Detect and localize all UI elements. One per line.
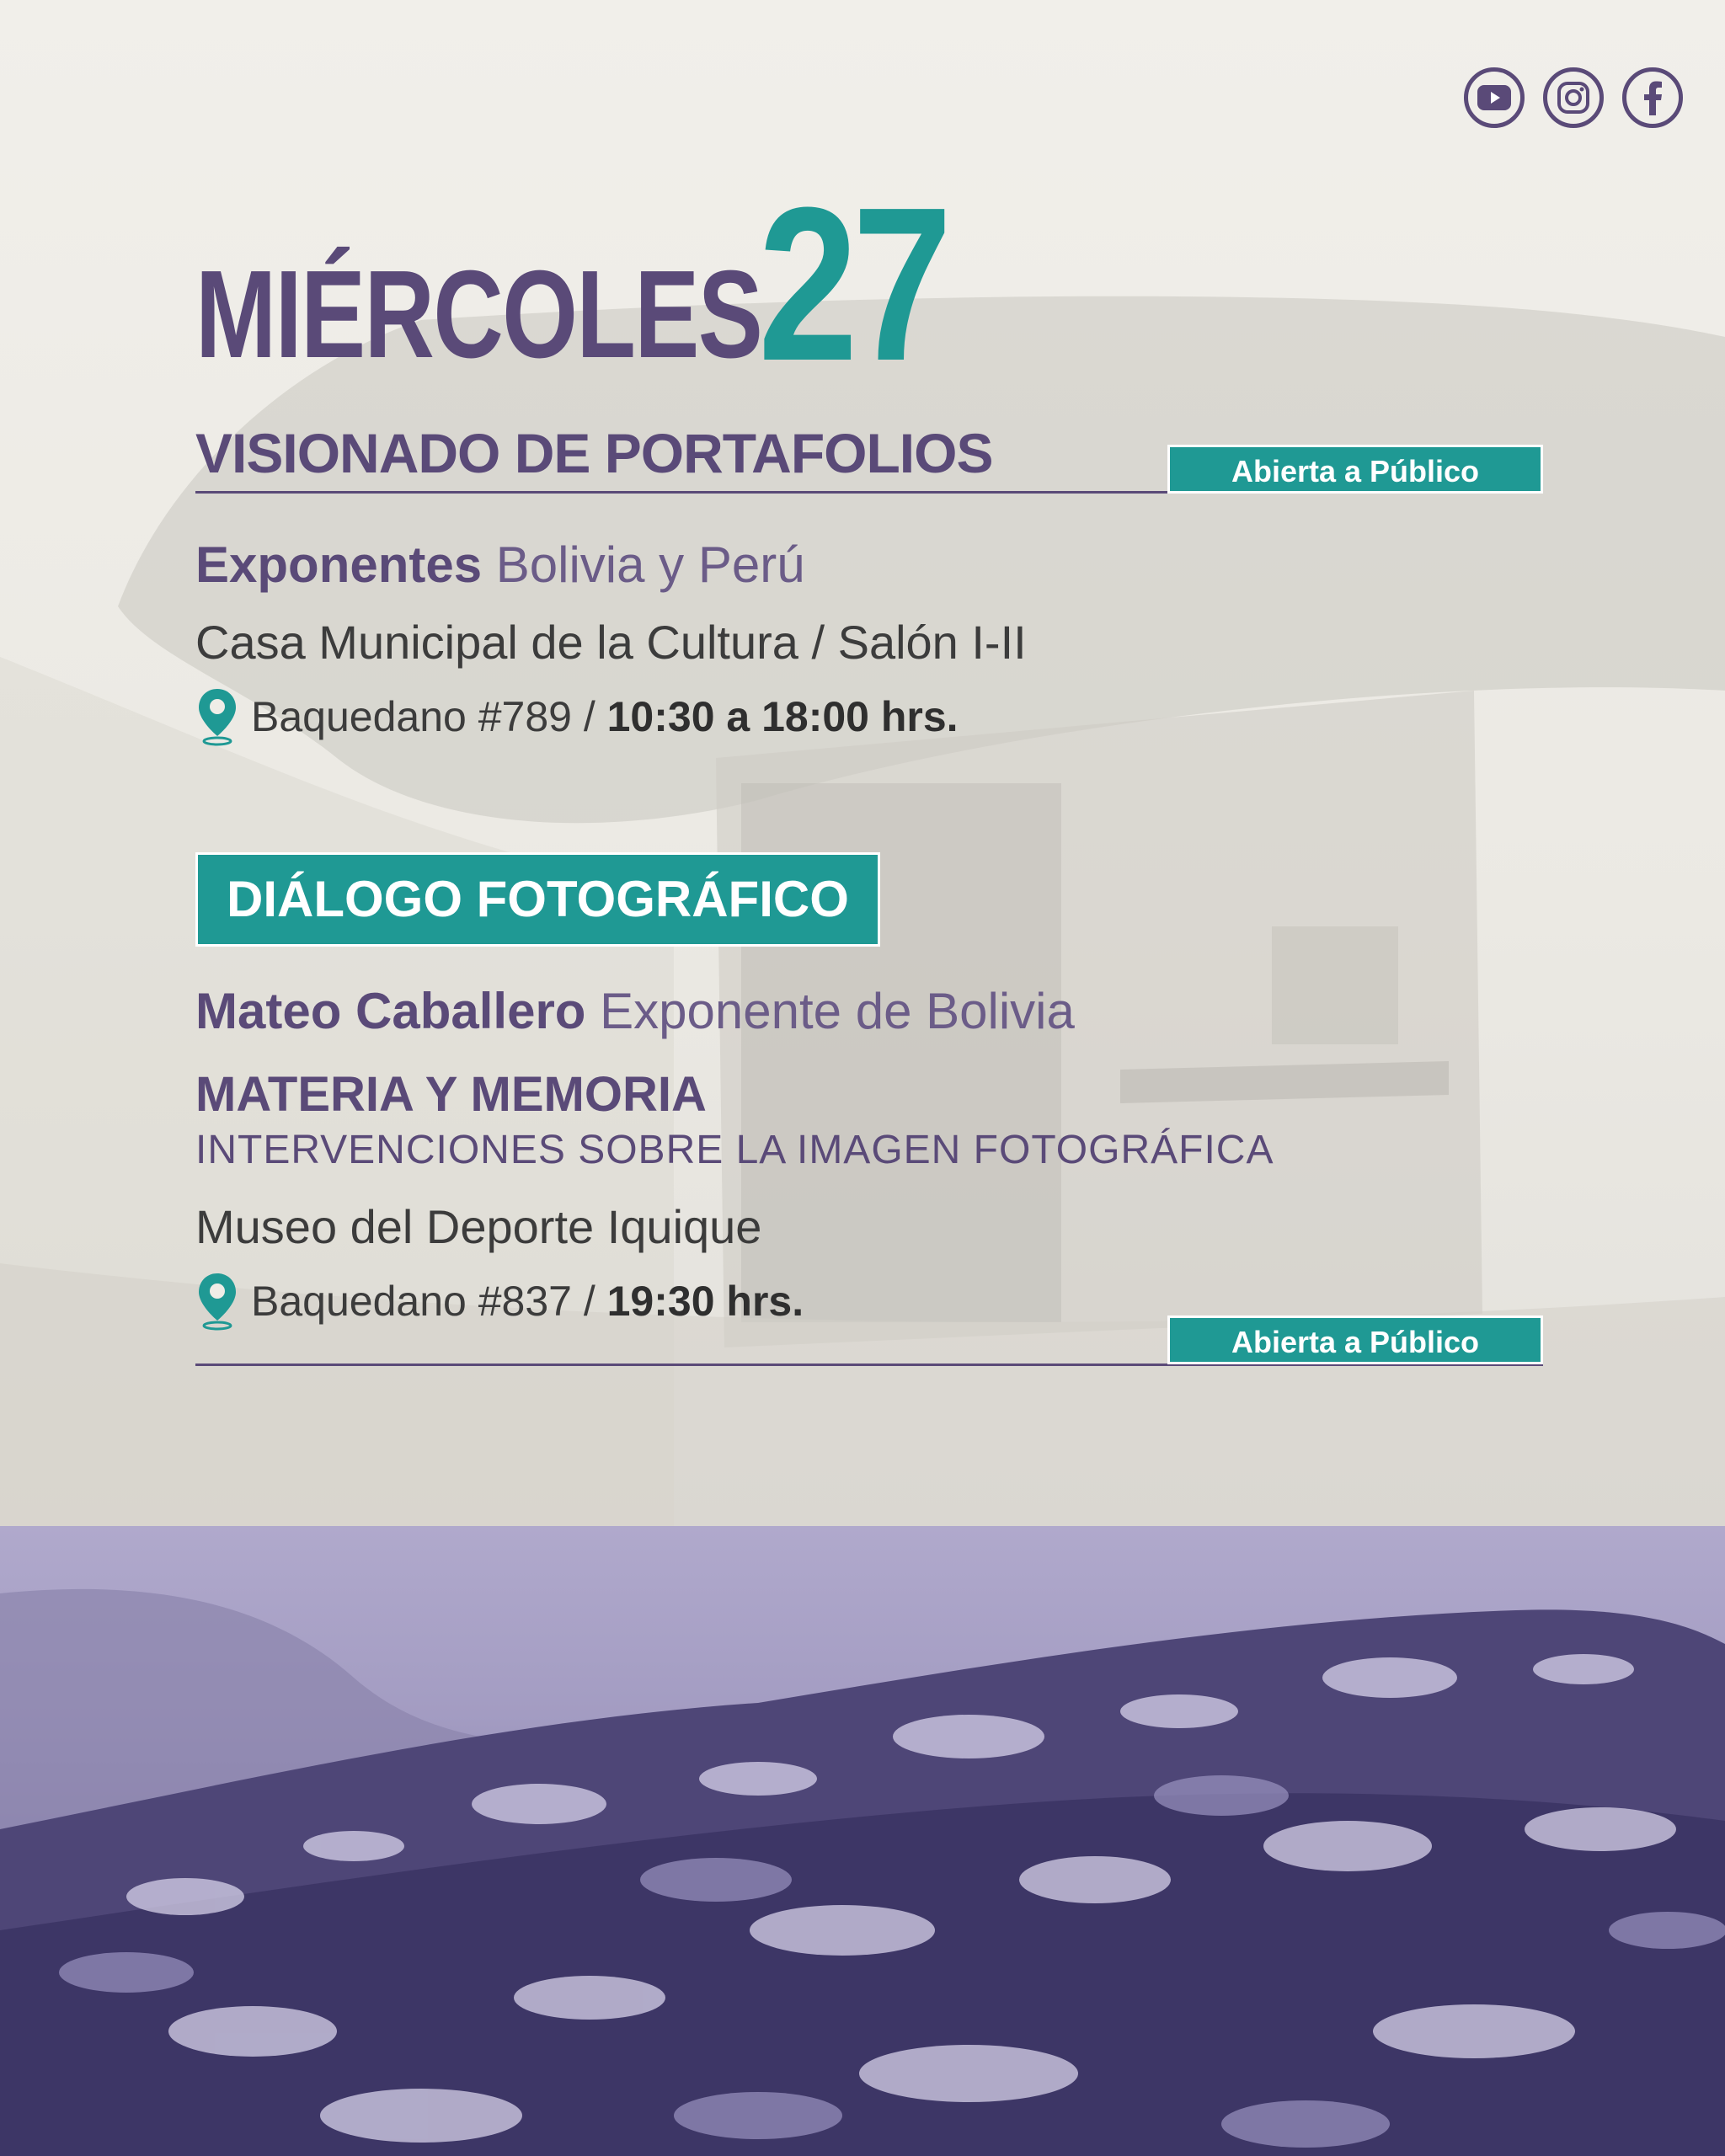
talk-title: MATERIA Y MEMORIA [195,1067,707,1122]
day-of-week: MIÉRCOLES [195,245,762,384]
exponentes-line [195,536,805,594]
venue: Museo del Deporte Iquique [195,1200,762,1253]
section-title-portafolios: VISIONADO DE PORTAFOLIOS [195,422,993,484]
bottom-photo [0,1526,1725,2156]
time: 10:30 a 18:00 hrs. [606,693,959,740]
address-separator: / [571,693,607,740]
speaker-name: Mateo Caballero [195,983,586,1039]
instagram-icon[interactable] [1543,67,1604,128]
time: 19:30 hrs. [606,1278,804,1325]
exponentes-value: Bolivia y Perú [495,536,805,593]
venue: Casa Municipal de la Cultura / Salón I-II [195,616,1027,669]
day-number: 27 [758,163,948,407]
speaker-role: Exponente de Bolivia [600,983,1075,1039]
section-title-dialogo: DIÁLOGO FOTOGRÁFICO [195,852,880,947]
address-separator: / [571,1278,607,1325]
speaker-line [195,982,1075,1040]
social-links [1464,67,1683,128]
address: Baquedano #837 [251,1278,572,1325]
location-pin-icon [195,687,239,746]
facebook-icon[interactable] [1622,67,1683,128]
talk-subtitle: INTERVENCIONES SOBRE LA IMAGEN FOTOGRÁFICA [195,1128,1274,1172]
address: Baquedano #789 [251,693,572,740]
open-to-public-badge: Abierta a Público [1167,1315,1543,1364]
location-pin-icon [195,1272,239,1331]
youtube-icon[interactable] [1464,67,1525,128]
exponentes-label: Exponentes [195,536,483,593]
address-line [195,1272,804,1331]
open-to-public-badge: Abierta a Público [1167,445,1543,494]
address-line [195,687,959,746]
